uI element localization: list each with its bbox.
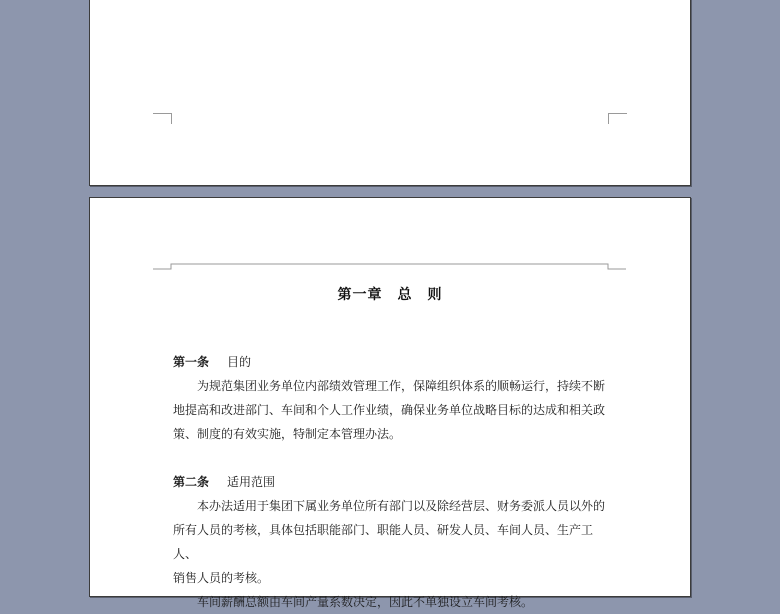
paragraph-line: 地提高和改进部门、车间和个人工作业绩，确保业务单位战略目标的达成和相关政: [173, 403, 606, 417]
paragraph-line: 本办法适用于集团下属业务单位所有部门以及除经营层、财务委派人员以外的: [197, 499, 606, 513]
previous-page: [89, 0, 691, 186]
article-number: 第二条: [173, 475, 210, 489]
text-area-corner-mark-right: [608, 113, 627, 124]
article-number: 第一条: [173, 355, 210, 369]
article-2: [173, 470, 613, 614]
text-area-corner-mark-left: [153, 113, 172, 124]
chapter-title: 第一章 总 则: [337, 287, 443, 303]
paragraph-line: 车间薪酬总额由车间产量系数决定，因此不单独设立车间考核。: [197, 595, 534, 609]
paragraph-line: 策、制度的有效实施，特制定本管理办法。: [173, 427, 402, 441]
paragraph-line: 销售人员的考核。: [173, 571, 270, 585]
current-page: [89, 197, 691, 609]
article-heading: [173, 350, 605, 374]
article-name: 目的: [227, 355, 252, 369]
header-separator: [153, 263, 626, 271]
article-1: [173, 350, 605, 446]
article-name: 适用范围: [227, 475, 276, 489]
paragraph-line: 为规范集团业务单位内部绩效管理工作，保障组织体系的顺畅运行，持续不断: [197, 379, 606, 393]
article-heading: [173, 470, 613, 494]
paragraph-line: 所有人员的考核，具体包括职能部门、职能人员、研发人员、车间人员、生产工人、: [173, 523, 594, 561]
